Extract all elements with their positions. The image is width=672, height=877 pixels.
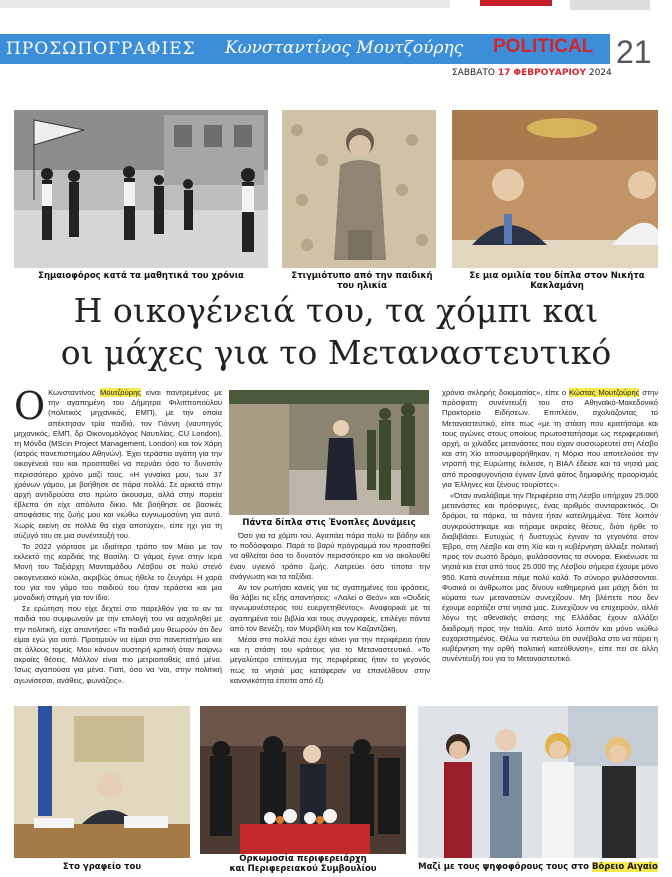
date-year: 2024 [588,68,612,78]
photo-flag-bearer-image [14,110,268,268]
article-column-3 [442,388,658,713]
photo-childhood-image [282,110,436,268]
col3-p1-b: στην πρόσφατη συνέντευξή του στο Αθηναϊκό-Μακεδονικό Πρακτορείο Ειδήσεων. Επιπλέον, σχολιάζοντας το Μεταναστευτικό, είπε πως «με τη στάση που κρατήσαμε και τους αγώνες στους οποίους πρωτοστατήσαμε ως περιφερειακή αρχή, οι χιλιάδες μετανάστες που είχαν συσσωρευτεί στη Λέσβο και στη Χίο αποσυμφορήθηκαν, η Μόρια που αποτελούσε την ντροπή της Ευρώπης έκλεισε, η ΒΙΑΛ έδεισε και τα νησιά μας από προσφυγονήσια έγιναν ξανά φάτος δημοφιλής προορισμός για Έλληνες και ξένους τουρίστες». [442,388,658,489]
caption-speech: Σε μια ομιλία του δίπλα στον Νικήτα Κακλαμάνη [469,271,645,291]
photo-armed-forces-image [229,390,429,515]
highlight-surname: Μουτζούρης [99,388,141,397]
caption-swearing-in [200,854,406,874]
col3-paragraph-1 [442,388,658,490]
col3-paragraph-2: «Όταν αναλάβαμε την Περιφέρεια στη Λέσβο υπήρχαν 25.000 μετανάστες και πρόσφυγες, ένας αριθμός συνταρακτικός. Οι δρόμοι, τα πάρκα, τα πάντα ήταν κατειλημμένα. Τότε λοιπόν συγκρούστηκαμε και πήραμε ακραίες θέσεις, διότι ήρθε το διαβιβάσει. Ευτυχώς ή δυστυχώς έγιναν τα γεγονότα στον Έβρο, στη Λέσβο και στη Χίο και η κυβέρνηση άλλαξε πολιτική προς τον σωστό δρόμο, φυλάσσοντας τα σύνορα. Εκκένωσε τα νησιά και έτσι από τους 25.000 της Λέσβου σήμερα έχουμε μόνο 950. Κατά συνέπεια πάμε πολύ καλά. Το σύνορο φυλάσσονται. Φυσικά οι άνθρωποι μας δίνουν καθημερινά μια μάχη διότι τα κύματα των μεταναστών συνεχίζουν. Μη βλέπετε που δεν έχουμε εορτάζει στα νησιά μας. Συνεχίζουν να επιχειρούν, αλλά λόγω της αθεναϊκής στάσης της Ελλάδας έχουν αλλάξει διαδρομή προς την Ιταλία. Από αυτό λοιπόν και μόνο νιώθω ευχαριστημένος. Θέλω να πιστεύω ότι συνέβαλα στο να πάρει η κυβέρνηση την ορθή πολιτική κατεύθυνση», είπε πει σε άλλη συνέντευξή του για το Μεταναστευτικό. [442,491,658,664]
section-title: ΠΡΟΣΩΠΟΓΡΑΦΙΕΣ [6,39,196,59]
col1-p1-b: είναι παντρεμένος με την αγαπημένη του Δήμητρα Φιλιπποπούλου (πολιτικός μηχανικός, ΕΜΠ), με την οποία απέκτησαν τρία παιδιά, τον Γιάννη (ναυπηγός μηχανικός, ΕΜΠ, δρ Οικονομολόγος Ναυτιλίας, CU London), τη Μόνδα (MScin Project Management, London) και τον Χάρη (ιατρός πανεπιστημίου Αθηνών). Έχει τεράστια αγάπη για την οικογένειά του και προσπαθεί να περνάει όσο το δυνατόν περισσότερο χρόνο μαζί τους. «Η γυναίκα μου, των 37 χρόνων γάμου, με βοήθησε σε πάρα πολλά. Σε αρκετά στην αρχή αντιδρούσα στο πρώτο άκουσμα, αλλά στην πορεία έβλεπα ότι είχε απόλυτο δίκιο. Με βοήθησε σε βασικές αποφάσεις της ζωής μου και νιώθω ευγνωμοσύνη για αυτό. Χωρίς εκείνη σε πολλά θα είχα αποτύχει», είπε ηχι για τη σύζυγό του σε μια συνέντευξή του. [14,388,222,540]
photo-voters [418,706,658,858]
caption-armed-forces: Πάντα δίπλα στις Ένοπλες Δυνάμεις [242,518,416,528]
top-strip-gray [570,0,650,10]
caption-voters-prefix: Μαζί με τους ψηφοφόρους τους στο [418,862,592,872]
photo-childhood [282,110,436,268]
caption-swearing-in-line1: Ορκωμοσία περιφερειάρχη [239,854,367,864]
caption-childhood: Στιγμιότυπο από την παιδική του ηλικία [291,271,433,291]
photo-office [14,706,190,858]
top-strip [0,0,672,26]
col2-paragraph-1: Όσο για τα χόμπι του. Αγαπάει πάρα πολύ το βάδην και το ποδόσφαιρο. Παρά το βαρύ πρόγραμμά του προσπαθεί να αθλείται όσο το δυνατόν περισσότερο και να ακολουθεί έναν υγιεινό τρόπο ζωής. Λατρεύει όσο τίποτα την ανάγνωση και τα ταξίδια. [230,531,430,581]
drop-cap: Ο [14,388,46,428]
date-main: 17 ΦΕΒΡΟΥΑΡΙΟΥ [497,68,586,78]
photo-armed-forces [229,390,429,515]
photo-flag-bearer [14,110,268,268]
headline-line2: οι μάχες για το Μεταναστευτικό [60,333,612,372]
photo-speech [452,110,658,268]
article-column-2 [230,531,430,711]
author-name: Κωνσταντίνος Μουτζούρης [225,38,464,58]
photo-swearing-in-image [200,706,406,854]
issue-date [452,68,612,78]
page-header [0,28,672,84]
caption-voters-highlight: Βόρειο Αιγαίο [591,862,658,872]
headline-line1: Η οικογένειά του, τα χόμπι και [73,291,599,330]
col1-p1-a: Κωνσταντίνος [48,388,100,397]
top-strip-red [480,0,552,6]
col1-paragraph-1 [14,388,222,541]
photo-speech-image [452,110,658,268]
caption-flag-bearer: Σημαιοφόρος κατά τα μαθητικά του χρόνια [38,271,244,281]
caption-swearing-in-line2: και Περιφερειακού Συμβουλίου [229,864,377,874]
col1-paragraph-2: Το 2022 γιόρτασε με ιδιαίτερο τρόπο τον Μάιο με τον εκλεκτό της καρδιάς της Βασίλη. Ο γάμος έγινε στην Ιερά Μονή του Ταξιάρχη Μανταμάδου Λέσβου σε πολύ στενό οικογενειακό κύκλο, ακριβώς όπως ήθελε το ζευγάρι. Η χαρά του για τον γάμο του παιδιού του ήταν τεράστια και μια μοναδική στιγμή για τον ίδιο. [14,542,222,603]
photo-office-image [14,706,190,858]
caption-office: Στο γραφείο του [62,862,142,872]
col3-p1-a: χρόνια σκληρής δοκιμασίας», είπε ο [442,388,569,397]
article-column-1 [14,388,222,713]
col2-paragraph-3: Μέσα στο πολλά που έχει κάνει για την περιφέρεια ήταν και η στάση του κράτους για το Μεταναστευτικό. «Το μεγαλύτερο επίτευγμα της περιφέρειας ήταν το γεγονός πως τα νησιά μας κατάφεραν να επανέλθουν στην κανονικότητα έπειτα από έξι [230,635,430,685]
date-day: ΣΑΒΒΑΤΟ [452,68,495,78]
caption-voters [418,862,658,872]
article-headline [18,290,654,374]
top-strip-bar [0,0,450,8]
brand-logo: POLITICAL [493,36,594,57]
photo-voters-image [418,706,658,858]
col2-paragraph-2: Αν τον ρωτήσει κανείς για τις αγαπημένες του φράσεις, θα λάβει τις εξής απαντήσεις: «Λαλεί ο Θεόν» και «Ουδείς αγνωμονέστερος του ευεργετηθέντος». Αναφορικά με τα αγαπημένα του βιβλία και τους συγγραφείς, επιλέγει πάντα από τον Βενέζη, τον Μυριβίλη και τον Καζαντζάκη. [230,583,430,633]
page-number: 21 [616,34,652,70]
highlight-name: Κώστας Μουτζούρης [568,388,640,397]
col1-paragraph-3: Σε ερώτηση που είχε δεχτεί στο παρελθόν για το αν τα παιδιά του συμφωνούν με την επιλογή του να ασχοληθεί με την πολιτική, είχε απαντήσει: «Τα παιδιά μου θεωρούν ότι δεν είμαι εγώ για αυτό. Προτιμούν να είμαι στο πανεπιστήμιο και σε άλλους τομείς. Μου κάνουν αυστηρή κριτική όταν παίρνω ακραίες θέσεις. Μάλλον είναι πιο μετριοπαθείς από μένα. Ίσως αγαπούσα για μένα. Γιατί, όσο να 'ναι, στην πολιτική αγωνίσεσαι, ανάθεις, φωνάζεις». [14,604,222,685]
photo-swearing-in [200,706,406,854]
